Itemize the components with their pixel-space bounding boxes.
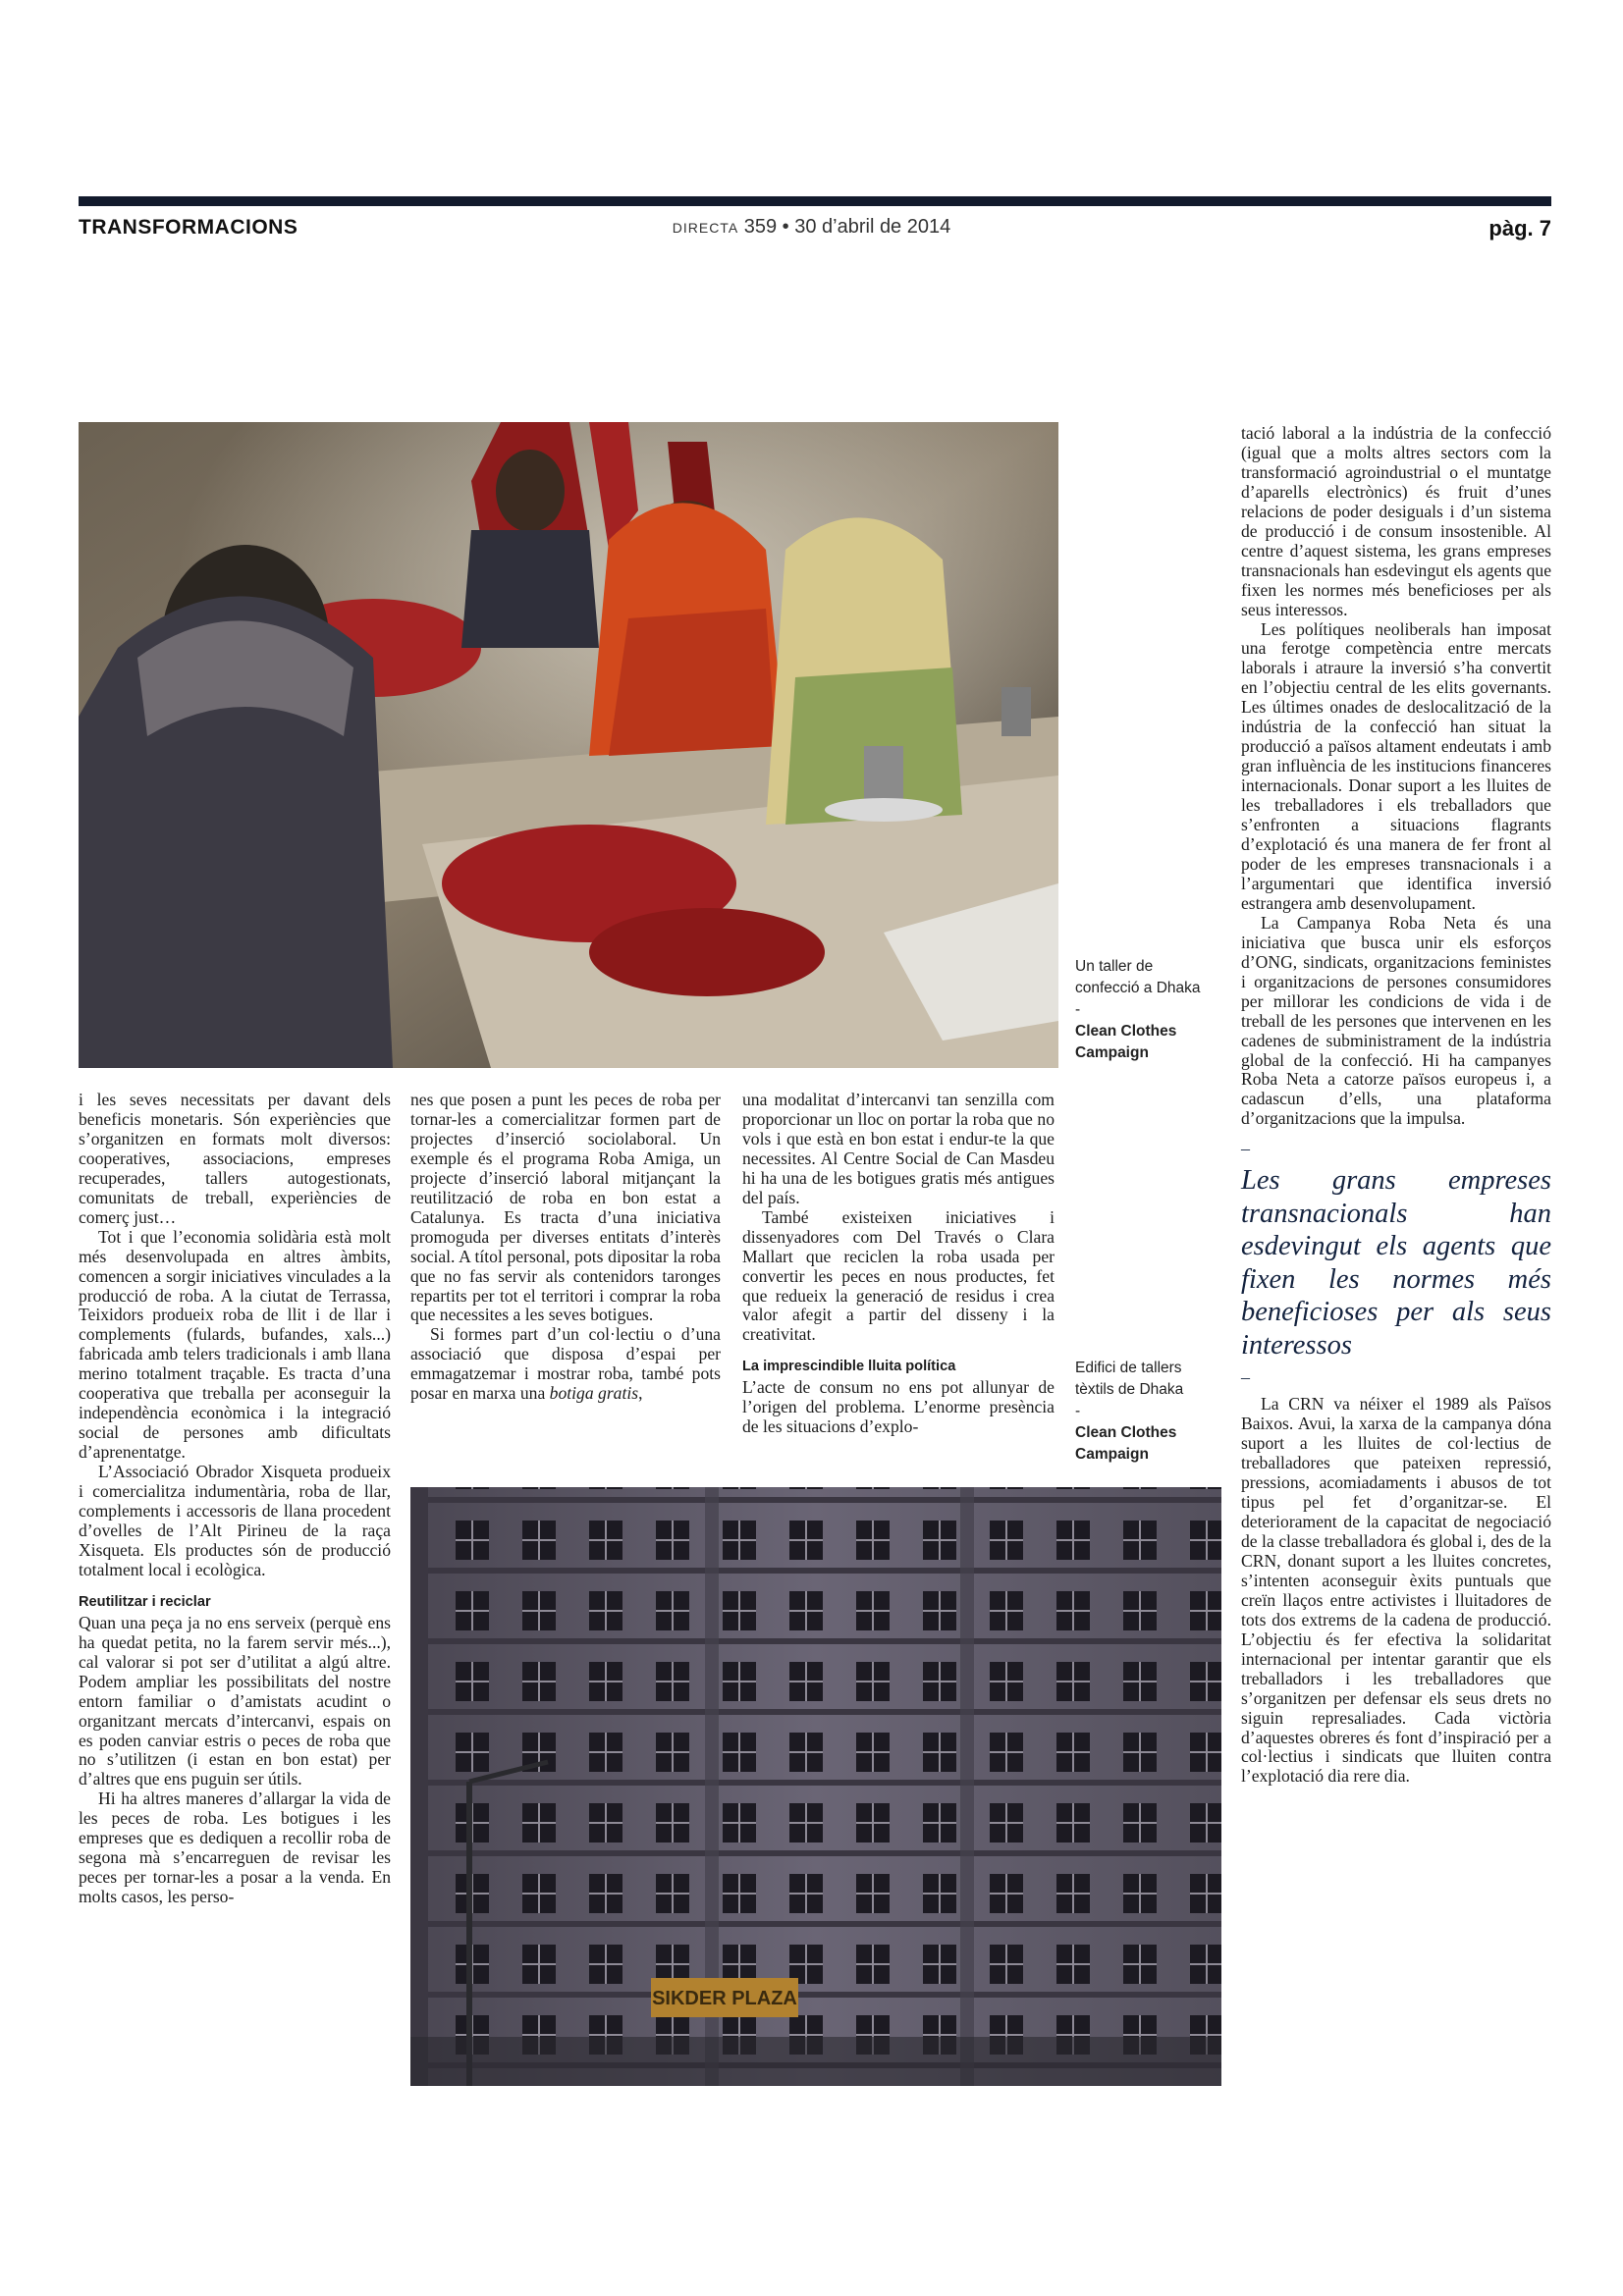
section-title: TRANSFORMACIONS bbox=[79, 216, 298, 239]
col3-subheading-lluita: La imprescindible lluita política bbox=[742, 1359, 956, 1375]
col4-paragraph-2: Les polítiques neoliberals han imposat una ferotge competència entre mercats laborals i atraure la inversió s’ha convertit en l’objectiu central de les elits governants. Les últimes onades de deslocalització de la indústria de la confecció han situat la producció a països altament endeutats i amb gran influència de les institucions financeres internacionals. Donar suport a les lluites de les treballadores i els treballadors que s’enfronten a situacions flagrants d’explotació és una manera de fer front al poder de les empreses transnacionals i a l’argumentari que identifica inversió estrangera amb desenvolupament. bbox=[1241, 618, 1551, 913]
workshop-photo-credit: Clean Clothes Campaign bbox=[1075, 1023, 1177, 1061]
workshop-photo-image bbox=[79, 422, 1058, 1068]
building-caption-text: Edifici de tallers tèxtils de Dhaka bbox=[1075, 1360, 1184, 1398]
workshop-caption-text: Un taller de confecció a Dhaka bbox=[1075, 958, 1201, 996]
article-column-3 bbox=[742, 1091, 1055, 1437]
pullquote: Les grans empreses transnacionals han esdevingut els agents que fixen les normes més beneficioses per als seus interessos bbox=[1241, 1165, 1551, 1361]
col1-paragraph-5: Hi ha altres maneres d’allargar la vida de les peces de roba. Les botigues i les empreses que es dediquen a recollir roba de segona mà s’encarreguen de revisar les peces per tornar-les a posar a la venda. En molts casos, les perso- bbox=[79, 1789, 391, 1907]
publication-name: DIRECTA bbox=[672, 220, 739, 236]
col1-subheading-reutilitzar: Reutilitzar i reciclar bbox=[79, 1593, 211, 1610]
col1-paragraph-4: Quan una peça ja no ens serveix (perquè ens ha quedat petita, no la farem servir més...), cal valorar si pot ser d’utilitat a algú altre. Podem ampliar les possibilitats del nostre entorn familiar o d’amistats acudint o organitzant mercats d’intercanvi, espais on es poden canviar estris o peces de roba que no s’utilitzen (i estan en bon estat) per d’altres que ens puguin ser útils. bbox=[79, 1612, 391, 1789]
col3-paragraph-1: una modalitat d’intercanvi tan senzilla com proporcionar un lloc on portar la roba que no vols i que està en bon estat i endur-te la que necessites. Al Centre Social de Can Masdeu hi ha una de les botigues gratis més antigues del país. bbox=[742, 1090, 1055, 1207]
col3-paragraph-2: També existeixen iniciatives i dissenyadores com Del Través o Clara Mallart que reciclen la roba usada per convertir les peces en nous productes, fet que redueix la generació de residus i crea valor afegit a partir del disseny i la creativitat. bbox=[742, 1206, 1055, 1345]
col4-paragraph-1: tació laboral a la indústria de la confecció (igual que a molts altres sectors com la transformació agroindustrial o el muntatge d’aparells electrònics) és fruit d’unes relacions de poder desiguals i d’un sistema de producció i de consum insostenible. Al centre d’aquest sistema, les grans empreses transnacionals han esdevingut els agents que fixen les normes més beneficioses per als seus interessos. bbox=[1241, 423, 1551, 619]
building-photo-credit: Clean Clothes Campaign bbox=[1075, 1424, 1177, 1463]
workshop-photo-caption bbox=[1075, 956, 1213, 1064]
col2-paragraph-2 bbox=[410, 1325, 721, 1404]
header-rule bbox=[79, 196, 1551, 206]
building-photo-caption bbox=[1075, 1358, 1213, 1466]
building-caption-dash: - bbox=[1075, 1403, 1081, 1419]
col3-paragraph-3: L’acte de consum no ens pot allunyar de l’origen del problema. L’enorme presència de les situacions d’explo- bbox=[742, 1377, 1055, 1437]
workshop-photo bbox=[79, 422, 1058, 1068]
building-photo-image bbox=[410, 1487, 1221, 2086]
col2-paragraph-2-end: , bbox=[638, 1383, 643, 1404]
col2-paragraph-1: nes que posen a punt les peces de roba per tornar-les a comercialitzar formen part de projectes d’inserció sociolaboral. Un exemple és el programa Roba Amiga, un projecte d’inserció laboral mitjançant la reutilització de roba en bon estat a Catalunya. Es tracta d’una iniciativa promoguda per diverses entitats d’interès social. A títol personal, pots dipositar la roba que no fas servir als contenidors taronges repartits per tot el territori i comprar la roba que necessites a les seves botigues. bbox=[410, 1090, 721, 1325]
building-photo bbox=[410, 1487, 1221, 2086]
col1-paragraph-1: i les seves necessitats per davant dels beneficis monetaris. Són experiències que s’organitzen en formats molt diversos: cooperatives, associacions, empreses recuperades, tallers autogestionats, comunitats de treball, experiències de comerç just… bbox=[79, 1090, 391, 1227]
article-column-2 bbox=[410, 1091, 721, 1404]
pullquote-dash-bottom: – bbox=[1241, 1367, 1250, 1388]
col4-paragraph-4: La CRN va néixer el 1989 als Països Baixos. Avui, la xarxa de la campanya dóna suport a les lluites de col·lectius de treballadores que pateixen repressió, pressions, acomiadaments i abusos de tot tipus pel fet d’organitzar-se. El deteriorament de la capacitat de negociació de la classe treballadora és global i, des de la CRN, donant suport a les lluites concretes, s’intenten aconseguir èxits puntuals que creïn llaços entre activistes i lluitadores de tots dos extrems de la cadena de producció. L’objectiu és fer efectiva la solidaritat internacional per intentar garantir que els treballadors i les treballadores que s’organitzen per defensar els seus drets no siguin represaliades. Cada victòria d’aquestes obreres és font d’inspiració per a col·lectius i sindicats que lluiten contra l’explotació dia rere dia. bbox=[1241, 1394, 1551, 1787]
col1-paragraph-2: Tot i que l’economia solidària està molt més desenvolupada en altres àmbits, comencen a sorgir iniciatives vinculades a la producció de roba. A la ciutat de Terrassa, Teixidors produeix roba de llit i de llar i complements (fulards, bufandes, xals...) fabricada amb telers tradicionals i amb llana merino totalment traçable. Es tracta d’una cooperativa que treballa per aconseguir la independència econòmica i la integració social de persones amb dificultats d’aprenentatge. bbox=[79, 1226, 391, 1463]
article-column-4 bbox=[1241, 424, 1551, 1787]
page-number: pàg. 7 bbox=[1488, 216, 1551, 240]
col2-botiga-gratis: botiga gratis bbox=[549, 1383, 639, 1404]
workshop-caption-dash: - bbox=[1075, 1001, 1081, 1018]
building-sign-text: SIKDER PLAZA bbox=[652, 1988, 797, 2009]
col2-paragraph-2-text: Si formes part d’un col·lectiu o d’una associació que disposa d’espai per emmagatzemar i mostrar roba, també pots posar en marxa una bbox=[410, 1324, 721, 1404]
article-column-1 bbox=[79, 1091, 391, 1907]
issue-date: 359 • 30 d’abril de 2014 bbox=[743, 216, 951, 238]
pullquote-dash-top: – bbox=[1241, 1139, 1250, 1159]
col4-paragraph-3: La Campanya Roba Neta és una iniciativa que busca unir els esforços d’ONG, sindicats, organitzacions feministes i organitzacions de persones consumidores per millorar les condicions de vida i de treball de les persones que intervenen en les cadenes de subministrament de la indústria global de la confecció. Hi ha campanyes Roba Neta a catorze països europeus i, a cadascun d’ells, una plataforma d’organitzacions que la impulsa. bbox=[1241, 912, 1551, 1129]
issue-line bbox=[0, 216, 1623, 239]
col1-paragraph-3: L’Associació Obrador Xisqueta produeix i comercialitza indumentària, roba de llar, complements i accessoris de llana procedent d’ovelles de l’Alt Pirineu de la raça Xisqueta. Els productes són de producció totalment local i ecològica. bbox=[79, 1462, 391, 1579]
